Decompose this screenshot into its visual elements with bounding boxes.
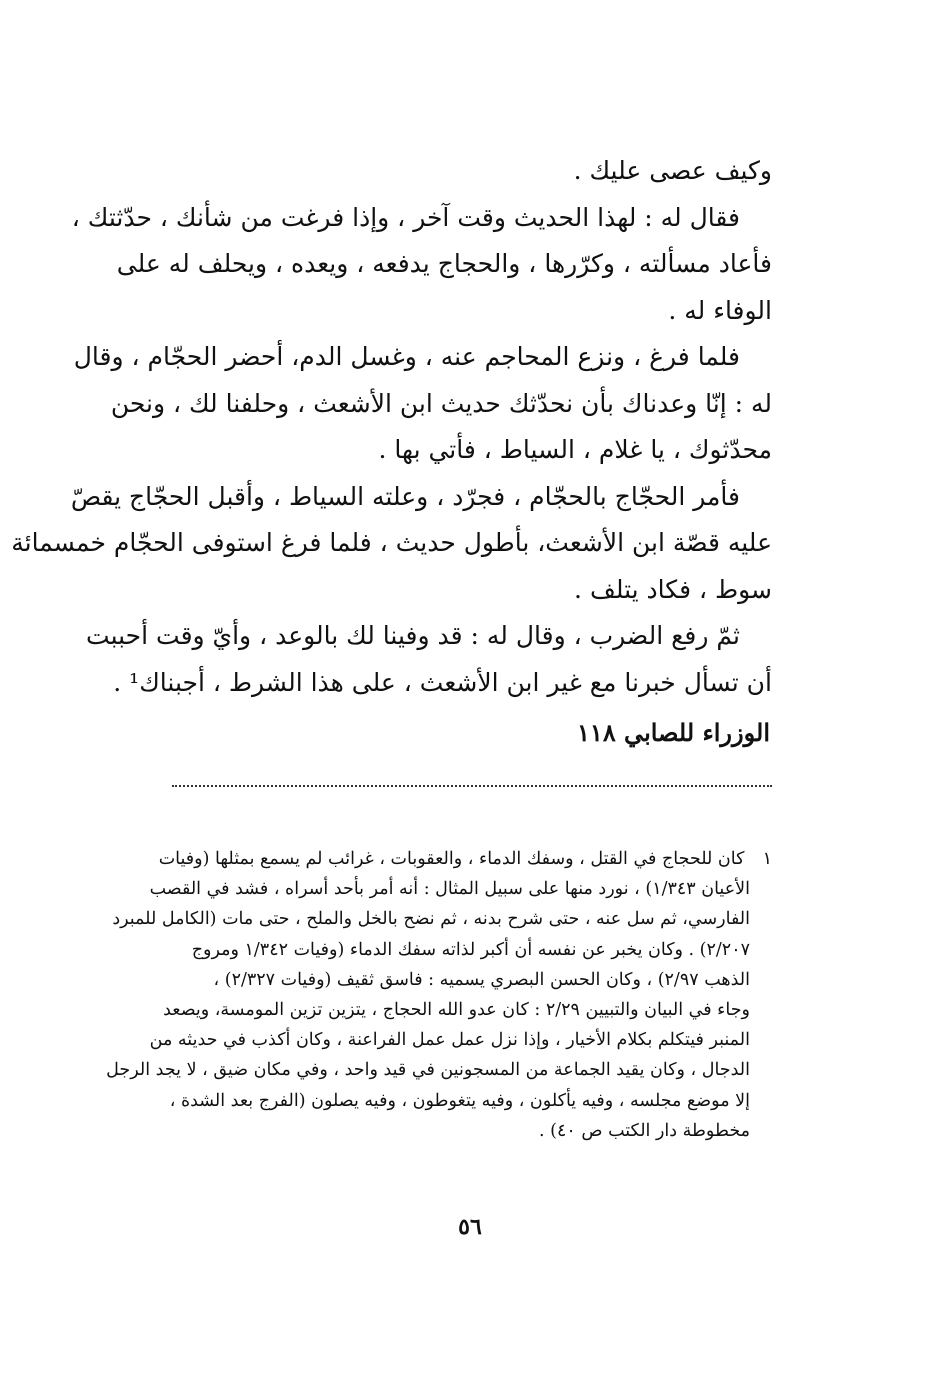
footnote-line: الذهب ٢/٩٧) ، وكان الحسن البصري يسميه : فاسق ثقيف (وفيات ٢/٣٢٧) ، — [213, 969, 750, 990]
footnote-number: ١ — [762, 849, 772, 869]
text-line: ثمّ رفع الضرب ، وقال له : قد وفينا لك بالوعد ، وأيّ وقت أحببت — [86, 621, 740, 650]
text-line: له : إنّا وعدناك بأن نحدّثك حديث ابن الأشعث ، وحلفنا لك ، ونحن — [110, 388, 772, 418]
text-line: عليه قصّة ابن الأشعث، بأطول حديث ، فلما فرغ استوفى الحجّام خمسمائة — [11, 528, 772, 557]
footnote-line: وجاء في البيان والتبيين ٢/٢٩ : كان عدو الله الحجاج ، يتزين تزين المومسة، ويصعد — [163, 999, 750, 1020]
footnote-line: الدجال ، وكان يقيد الجماعة من المسجونين في قيد واحد ، وفي مكان ضيق ، لا يجد الرجل — [106, 1060, 750, 1081]
text-line: محدّثوك ، يا غلام ، السياط ، فأتي بها . — [378, 435, 772, 464]
footnote-line: المنبر فيتكلم بكلام الأخيار ، وإذا نزل عمل عمل الفراعنة ، وكان أكذب في حديثه من — [149, 1030, 750, 1051]
footnote-line: مخطوطة دار الكتب ص ٤٠) . — [539, 1120, 750, 1141]
text-line: وكيف عصى عليك . — [573, 156, 772, 185]
text-line: فأمر الحجّاج بالحجّام ، فجرّد ، وعلته السياط ، وأقبل الحجّاج يقصّ — [70, 481, 740, 511]
page-number: ٥٦ — [458, 1214, 482, 1240]
footnote-line: الفارسي، ثم سل عنه ، حتى شرح بدنه ، ثم نضح بالخل والملح ، حتى مات (الكامل للمبرد — [112, 909, 750, 930]
main-text-block — [11, 148, 772, 706]
footnote-line: ٢/٢٠٧) . وكان يخبر عن نفسه أن أكبر لذاته سفك الدماء (وفيات ١/٣٤٢ ومروج — [191, 939, 750, 960]
text-line: فلما فرغ ، ونزع المحاجم عنه ، وغسل الدم، أحضر الحجّام ، وقال — [73, 342, 740, 371]
footnote-line: الأعيان ١/٣٤٣) ، نورد منها على سبيل المثال : أنه أمر بأحد أسراه ، فشد في القصب — [149, 879, 750, 900]
footnote-line: إلا موضع مجلسه ، وفيه يأكلون ، وفيه يتغوطون ، وفيه يصلون (الفرج بعد الشدة ، — [169, 1090, 750, 1111]
text-line: فأعاد مسألته ، وكرّرها ، والحجاج يدفعه ، ويعده ، ويحلف له على — [116, 249, 772, 278]
text-line: سوط ، فكاد يتلف . — [574, 574, 772, 604]
footnote-line — [92, 844, 772, 874]
text-line: أن تسأل خبرنا مع غير ابن الأشعث ، على هذا الشرط ، أجبناك¹ . — [113, 667, 772, 697]
text-line: الوفاء له . — [668, 295, 772, 325]
text-line: فقال له : لهذا الحديث وقت آخر ، وإذا فرغت من شأنك ، حدّثتك ، — [71, 202, 740, 232]
footnotes-block — [92, 844, 772, 1146]
footnote-divider — [172, 785, 772, 787]
footnote-text: كان للحجاج في القتل ، وسفك الدماء ، والعقوبات ، غرائب لم يسمع بمثلها (وفيات — [158, 849, 745, 869]
source-citation: الوزراء للصابي ١١٨ — [577, 718, 770, 747]
